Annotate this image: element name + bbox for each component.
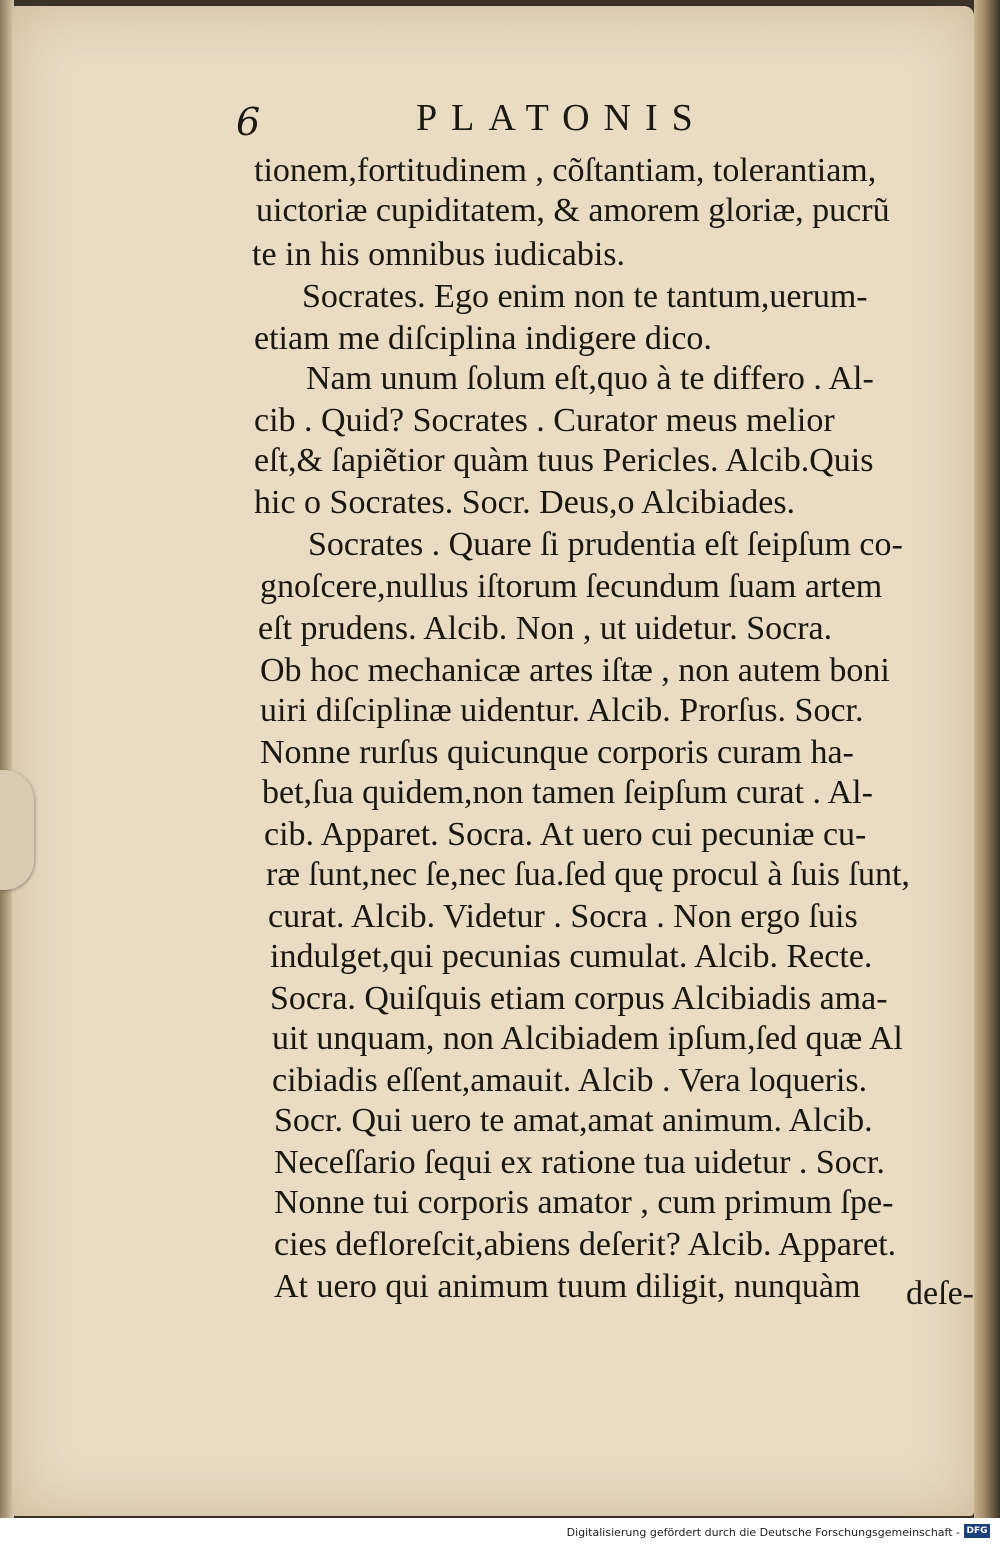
funding-credit: Digitalisierung gefördert durch die Deutsche Forschungsgemeinschaft -	[566, 1526, 960, 1539]
text-line: tionem,fortitudinem , cõſtantiam, tolerantiam,	[254, 152, 877, 189]
text-line: cibiadis eſſent,amauit. Alcib . Vera loqueris.	[272, 1062, 868, 1099]
text-line: cib . Quid? Socrates . Curator meus melior	[254, 402, 835, 439]
text-line: cib. Apparet. Socra. At uero cui pecuniæ cu-	[264, 816, 867, 853]
text-line: eſt prudens. Alcib. Non , ut uidetur. Socra.	[258, 610, 833, 647]
text-line: eſt,& ſapiẽtior quàm tuus Pericles. Alcib.Quis	[254, 442, 874, 479]
text-line: Socr. Qui uero te amat,amat animum. Alcib.	[274, 1102, 873, 1139]
running-title: PLATONIS	[416, 97, 707, 139]
text-line: Nonne rurſus quicunque corporis curam ha-	[260, 734, 854, 771]
text-line: Socrates . Quare ſi prudentia eſt ſeipſum co-	[308, 526, 903, 563]
text-line: curat. Alcib. Videtur . Socra . Non ergo ſuis	[268, 898, 858, 935]
page-right-edge	[974, 0, 1000, 1518]
text-line: ræ ſunt,nec ſe,nec ſua.ſed quę procul à ſuis ſunt,	[266, 856, 910, 893]
text-line: At uero qui animum tuum diligit, nunquàm	[274, 1268, 861, 1305]
text-line: uiri diſciplinæ uidentur. Alcib. Prorſus. Socr.	[260, 692, 864, 729]
text-line: hic o Socrates. Socr. Deus,o Alcibiades.	[254, 484, 796, 521]
page-header	[236, 92, 756, 148]
text-line: Nonne tui corporis amator , cum primum ſpe-	[274, 1184, 894, 1221]
text-line: uictoriæ cupiditatem, & amorem gloriæ, pucrũ	[256, 192, 890, 229]
text-line: Neceſſario ſequi ex ratione tua uidetur . Socr.	[274, 1144, 885, 1181]
catchword: deſe-	[906, 1275, 974, 1312]
text-line: etiam me diſciplina indigere dico.	[254, 320, 712, 357]
footer-bar	[0, 1518, 1000, 1550]
text-line: uit unquam, non Alcibiadem ipſum,ſed quæ Al	[272, 1020, 903, 1057]
dfg-logo: DFG	[964, 1524, 990, 1538]
page-number: 6	[236, 100, 261, 144]
text-line: cies defloreſcit,abiens deſerit? Alcib. Apparet.	[274, 1226, 897, 1263]
text-line: Ob hoc mechanicæ artes iſtæ , non autem boni	[260, 652, 890, 689]
text-line: indulget,qui pecunias cumulat. Alcib. Recte.	[270, 938, 873, 975]
text-line: te in his omnibus iudicabis.	[252, 236, 626, 273]
text-line: bet,ſua quidem,non tamen ſeipſum curat . Al-	[262, 774, 873, 811]
page-clip	[0, 770, 34, 890]
text-line: Socra. Quiſquis etiam corpus Alcibiadis ama-	[270, 980, 888, 1017]
text-line: Nam unum ſolum eſt,quo à te differo . Al-	[306, 360, 874, 397]
text-line: Socrates. Ego enim non te tantum,uerum-	[302, 278, 868, 315]
text-line: gnoſcere,nullus iſtorum ſecundum ſuam artem	[260, 568, 883, 605]
